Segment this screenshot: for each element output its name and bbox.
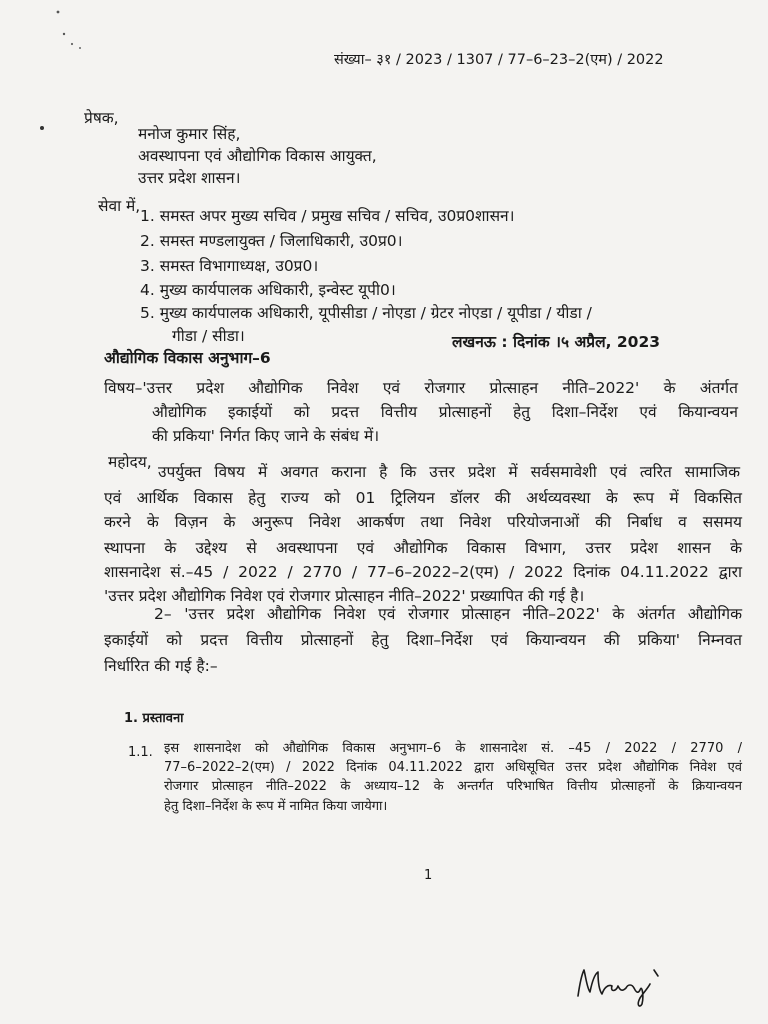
clause-number: 1.1. [128, 745, 153, 760]
section-name: औद्योगिक विकास अनुभाग–6 [104, 349, 271, 367]
recipient-item: 3. समस्त विभागाध्यक्ष, उ0प्र0। [140, 257, 319, 275]
recipient-item: 2. समस्त मण्डलायुक्त / जिलाधिकारी, उ0प्र0। [140, 232, 403, 250]
recipient-item: गीडा / सीडा। [172, 327, 245, 345]
paragraph-line: उपर्युक्त विषय में अवगत कराना है कि उत्तर प्रदेश में सर्वसमावेशी एवं त्वरित सामाजिक [158, 463, 740, 481]
clause-line: इस शासनादेश को औद्योगिक विकास अनुभाग–6 के शासनादेश सं. –45 / 2022 / 2770 / [164, 741, 742, 756]
subject-line: औद्योगिक इकाईयों को प्रदत्त वित्तीय प्रोत्साहनों हेतु दिशा–निर्देश एवं कियान्वयन [152, 403, 738, 421]
reference-number: संख्या– ३१ / 2023 / 1307 / 77–6–23–2(एम) / 2022 [334, 52, 664, 68]
section-heading: 1. प्रस्तावना [124, 711, 184, 726]
recipient-item: 5. मुख्य कार्यपालक अधिकारी, यूपीसीडा / नोएडा / ग्रेटर नोएडा / यूपीडा / यीडा / [140, 304, 592, 322]
clause-line: हेतु दिशा–निर्देश के रूप में नामित किया जायेगा। [164, 799, 388, 814]
paragraph-line: स्थापना के उद्देश्य से अवस्थापना एवं औद्योगिक विकास विभाग, उत्तर प्रदेश शासन के [104, 539, 742, 557]
recipient-item: 1. समस्त अपर मुख्य सचिव / प्रमुख सचिव / सचिव, उ0प्र0शासन। [140, 207, 515, 225]
salutation: महोदय, [108, 453, 152, 471]
recipient-item: 4. मुख्य कार्यपालक अधिकारी, इन्वेस्ट यूपी0। [140, 281, 396, 299]
sender-label: प्रेषक, [84, 109, 119, 127]
sender-office: उत्तर प्रदेश शासन। [138, 169, 241, 187]
sender-name: मनोज कुमार सिंह, [138, 125, 241, 143]
paragraph-line: 2– 'उत्तर प्रदेश औद्योगिक निवेश एवं रोजगार प्रोत्साहन नीति–2022' के अंतर्गत औद्योगिक [154, 605, 742, 623]
clause-line: 77–6–2022–2(एम) / 2022 दिनांक 04.11.2022 द्वारा अधिसूचित उत्तर प्रदेश औद्योगिक निवेश एवं [164, 760, 742, 775]
paragraph-line: इकाईयों को प्रदत्त वित्तीय प्रोत्साहनों हेतु दिशा–निर्देश एवं कियान्वयन की प्रकिया' निम्नवत [104, 631, 742, 649]
paragraph-line: करने के विज़न के अनुरूप निवेश आकर्षण तथा निवेश परियोजनाओं की निर्बाध व ससमय [104, 513, 742, 531]
subject-line: की प्रकिया' निर्गत किए जाने के संबंध में। [152, 427, 380, 445]
recipient-label: सेवा में, [98, 197, 141, 215]
clause-line: रोजगार प्रोत्साहन नीति–2022 के अध्याय–12 के अन्तर्गत परिभाषित वित्तीय प्रोत्साहनों के क्रियान्वयन [164, 779, 742, 794]
page-number: 1 [424, 868, 433, 883]
paragraph-line: 'उत्तर प्रदेश औद्योगिक निवेश एवं रोजगार प्रोत्साहन नीति–2022' प्रख्यापित की गई है। [104, 587, 585, 605]
signature [574, 962, 664, 1008]
sender-designation: अवस्थापना एवं औद्योगिक विकास आयुक्त, [138, 147, 377, 165]
subject-line: विषय–'उत्तर प्रदेश औद्योगिक निवेश एवं रोजगार प्रोत्साहन नीति–2022' के अंतर्गत [104, 379, 738, 397]
place-date: लखनऊ : दिनांक ।५ अप्रैल, 2023 [452, 333, 661, 351]
paragraph-line: शासनादेश सं.–45 / 2022 / 2770 / 77–6–2022–2(एम) / 2022 दिनांक 04.11.2022 द्वारा [104, 563, 742, 581]
paragraph-line: एवं आर्थिक विकास हेतु राज्य को 01 ट्रिलियन डॉलर की अर्थव्यवस्था के रूप में विकसित [104, 489, 742, 507]
paragraph-line: निर्धारित की गई है:– [104, 657, 218, 675]
